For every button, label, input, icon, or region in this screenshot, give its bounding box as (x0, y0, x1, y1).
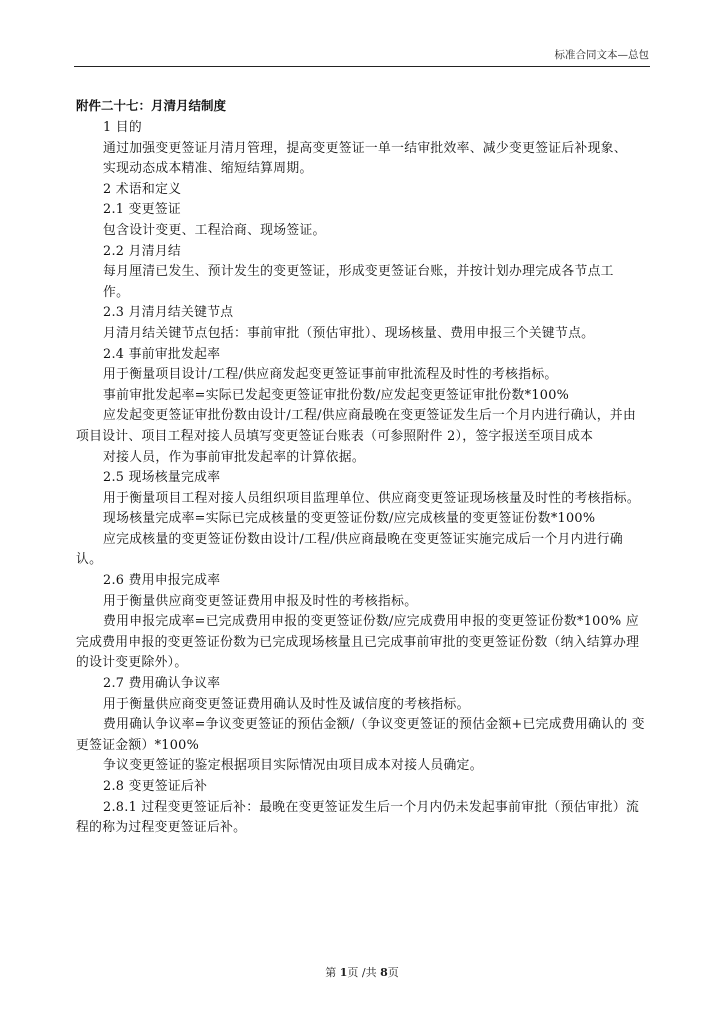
paragraph: 现场核量完成率=实际已完成核量的变更签证份数/应完成核量的变更签证份数*100% (103, 511, 596, 527)
page-footer (0, 964, 724, 980)
paragraph: 2.7 费用确认争议率 (103, 676, 221, 692)
paragraph: 应发起变更签证审批份数由设计/工程/供应商最晚在变更签证发生后一个月内进行确认，并由项目设计、项目工程对接人员填写变更签证台账表（可参照附件 2），签字报送至项目成本 (76, 408, 637, 444)
header-rule (74, 66, 650, 67)
paragraph: 月清月结关键节点包括：事前审批（预估审批）、现场核量、费用申报三个关键节点。 (103, 325, 595, 341)
paragraph: 1 目的 (103, 120, 143, 135)
paragraph: 应完成核量的变更签证份数由设计/工程/供应商最晚在变更签证实施完成后一个月内进行确认。 (76, 531, 624, 568)
paragraph: 2.4 事前审批发起率 (103, 346, 221, 362)
paragraph: 2.6 费用申报完成率 (103, 573, 221, 589)
paragraph: 用于衡量项目工程对接人员组织项目监理单位、供应商变更签证现场核量及时性的考核指标。 (103, 490, 640, 506)
paragraph: 用于衡量供应商变更签证费用申报及时性的考核指标。 (103, 593, 418, 609)
footer-page-total: 8 (380, 966, 388, 979)
page-title: 附件二十七：月清月结制度 (76, 98, 227, 113)
paragraph: 包含设计变更、工程洽商、现场签证。 (103, 222, 326, 238)
paragraph: 费用确认争议率=争议变更签证的预估金额/（争议变更签证的预估金额+已完成费用确认的 变更签证金额）*100% (76, 717, 645, 753)
paragraph: 2.3 月清月结关键节点 (103, 305, 234, 321)
paragraph: 争议变更签证的鉴定根据项目实际情况由项目成本对接人员确定。 (103, 758, 483, 774)
paragraph: 2 术语和定义 (103, 181, 182, 197)
footer-mid: 页 /共 (347, 966, 377, 979)
paragraph: 2.1 变更签证 (103, 202, 182, 218)
paragraph: 2.5 现场核量完成率 (103, 470, 221, 486)
paragraph: 作。 (103, 284, 130, 300)
paragraph: 用于衡量供应商变更签证费用确认及时性及诚信度的考核指标。 (103, 696, 470, 712)
paragraph: 实现动态成本精准、缩短结算周期。 (103, 161, 313, 177)
header-doc-type: 标准合同文本—总包 (554, 49, 649, 61)
paragraph: 用于衡量项目设计/工程/供应商发起变更签证事前审批流程及时性的考核指标。 (103, 367, 558, 383)
paragraph: 2.8.1 过程变更签证后补：最晚在变更签证发生后一个月内仍未发起事前审批（预估审批）流程的称为过程变更签证后补。 (76, 799, 640, 836)
paragraph: 对接人员，作为事前审批发起率的计算依据。 (103, 449, 365, 465)
document-body (76, 96, 648, 839)
paragraph: 事前审批发起率=实际已发起变更签证审批份数/应发起变更签证审批份数*100% (103, 387, 570, 403)
paragraph: 每月厘清已发生、预计发生的变更签证，形成变更签证台账，并按计划办理完成各节点工 (103, 264, 614, 280)
footer-prefix: 第 (325, 966, 337, 979)
footer-page-number: 1 (339, 966, 348, 979)
paragraph: 2.8 变更签证后补 (103, 779, 208, 794)
paragraph: 通过加强变更签证月清月管理，提高变更签证一单一结审批效率、减少变更签证后补现象、 (103, 140, 627, 156)
paragraph: 费用申报完成率=已完成费用申报的变更签证份数/应完成费用申报的变更签证份数*100% 应完成费用申报的变更签证份数为已完成现场核量且已完成事前审批的变更签证份数（纳入结算办理的设计变更除外）。 (76, 614, 640, 671)
paragraph: 2.2 月清月结 (103, 243, 182, 259)
footer-suffix: 页 (387, 966, 399, 979)
